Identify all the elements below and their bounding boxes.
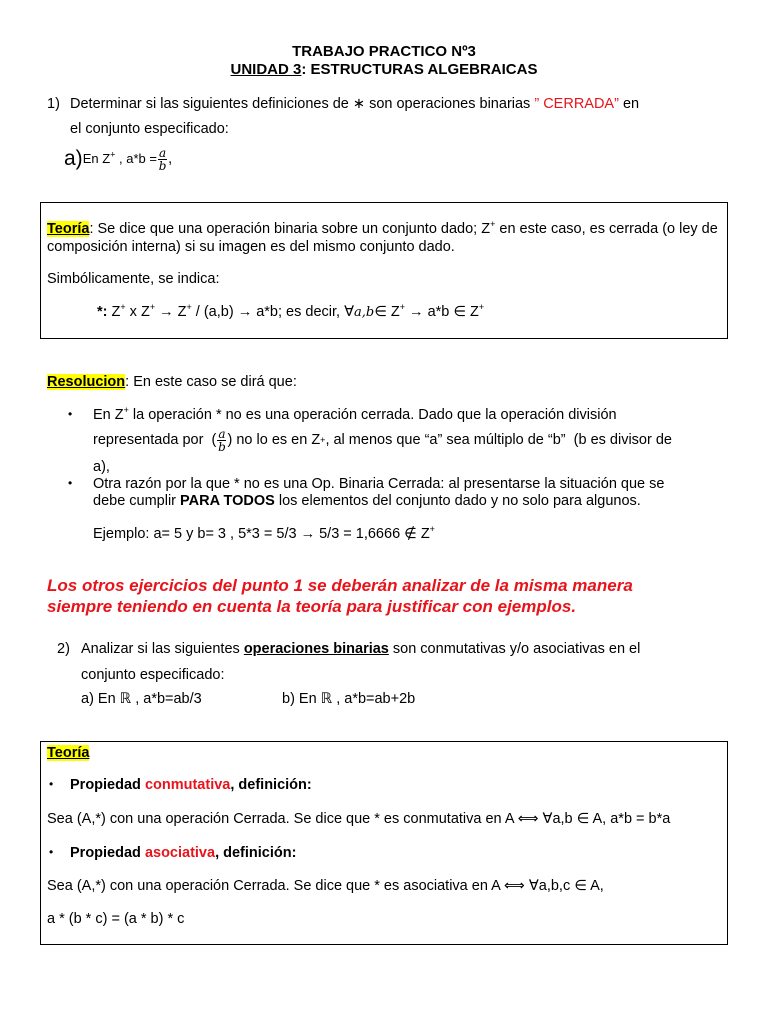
theory1-symbolic: Simbólicamente, se indica:: [47, 271, 220, 287]
bullet-icon: •: [68, 407, 73, 421]
resolution-bullet-2-line2: debe cumplir PARA TODOS los elementos del conjunto dado y no solo para algunos.: [93, 493, 641, 509]
q2-line2: conjunto especificado:: [81, 667, 225, 683]
red-note-line2: siempre teniendo en cuenta la teoría para justificar con ejemplos.: [47, 597, 577, 616]
theory1-definition: [47, 220, 722, 256]
resolution-bullet-1-line1: En Z+ la operación * no es una operación cerrada. Dado que la operación división: [93, 405, 617, 423]
unit-label: UNIDAD 3: [230, 61, 302, 78]
prop-commutative-heading: Propiedad conmutativa, definición:: [70, 777, 312, 793]
document-title: TRABAJO PRACTICO Nº3: [292, 43, 476, 60]
star-symbol: ∗: [352, 96, 366, 112]
theory2-label: Teoría: [47, 745, 90, 761]
fraction-a-over-b: $\frac{a}{b}$: [218, 427, 226, 454]
q1-number: 1): [47, 96, 60, 112]
q1-item-a: [64, 146, 172, 172]
resolution-text: : En este caso se dirá que:: [125, 374, 297, 390]
q2-line1: Analizar si las siguientes operaciones binarias son conmutativas y/o asociativas en el: [81, 641, 641, 657]
cerrada-label: ” CERRADA”: [534, 96, 619, 112]
commutative-definition: Sea (A,*) con una operación Cerrada. Se dice que * es conmutativa en A ⟺ ∀a,b ∈ A, a*b = b*a: [47, 811, 671, 827]
unit-title: : ESTRUCTURAS ALGEBRAICAS: [301, 61, 538, 78]
q1-text: en: [618, 96, 640, 112]
item-a-label: a): [64, 147, 83, 170]
item-a-text: En Z+ , a*b =: [82, 149, 157, 166]
q1-line2: el conjunto especificado:: [70, 121, 229, 137]
resolution-intro: [47, 373, 297, 391]
red-note-line1: Los otros ejercicios del punto 1 se deberán analizar de la misma manera: [47, 576, 633, 595]
resolution-bullet-1-line3: a),: [93, 459, 110, 475]
theory1-text: : Se dice que una operación binaria sobre un conjunto dado; Z: [89, 221, 491, 237]
bullet-icon: •: [49, 845, 54, 859]
q1-line1: [70, 95, 730, 113]
theory1-formula: *: Z+ x Z+ → Z+ / (a,b) → a*b; es decir, ∀a,b∈ Z+ → a*b ∈ Z+: [97, 302, 485, 320]
item-a-end: ,: [168, 151, 173, 168]
resolution-label: Resolucion: [47, 374, 126, 390]
q1-text: Determinar si las siguientes definiciones de: [70, 96, 353, 112]
q2-item-a: a) En ℝ , a*b=ab/3: [81, 691, 202, 707]
prop-associative-heading: Propiedad asociativa, definición:: [70, 845, 297, 861]
bullet-icon: •: [68, 476, 73, 490]
q2-number: 2): [57, 641, 70, 657]
q2-item-b: b) En ℝ , a*b=ab+2b: [282, 691, 416, 707]
bullet-icon: •: [49, 777, 54, 791]
resolution-bullet-1-line2: representada por ( $\frac{a}{b}$ ) no lo es en Z + , al menos que “a” sea múltiplo de “b” (b es divisor de: [93, 427, 672, 454]
resolution-example: Ejemplo: a= 5 y b= 3 , 5*3 = 5/3 → 5/3 = 1,6666 ∉ Z+: [93, 524, 435, 542]
associative-formula: a * (b * c) = (a * b) * c: [47, 911, 185, 927]
fraction-a-over-b: $\frac{a}{b}$: [158, 145, 167, 173]
unit-heading: [0, 61, 768, 80]
theory-label: Teoría: [47, 221, 90, 237]
sup-plus: +: [490, 219, 496, 230]
q1-text: son operaciones binarias: [365, 96, 535, 112]
associative-definition: Sea (A,*) con una operación Cerrada. Se dice que * es asociativa en A ⟺ ∀a,b,c ∈ A,: [47, 878, 604, 894]
theory1-text: en este caso, es cerrada (o ley de composición interna) si su imagen es del mismo conjunto dado.: [47, 221, 718, 256]
resolution-bullet-2-line1: Otra razón por la que * no es una Op. Binaria Cerrada: al presentarse la situación que se: [93, 476, 665, 492]
